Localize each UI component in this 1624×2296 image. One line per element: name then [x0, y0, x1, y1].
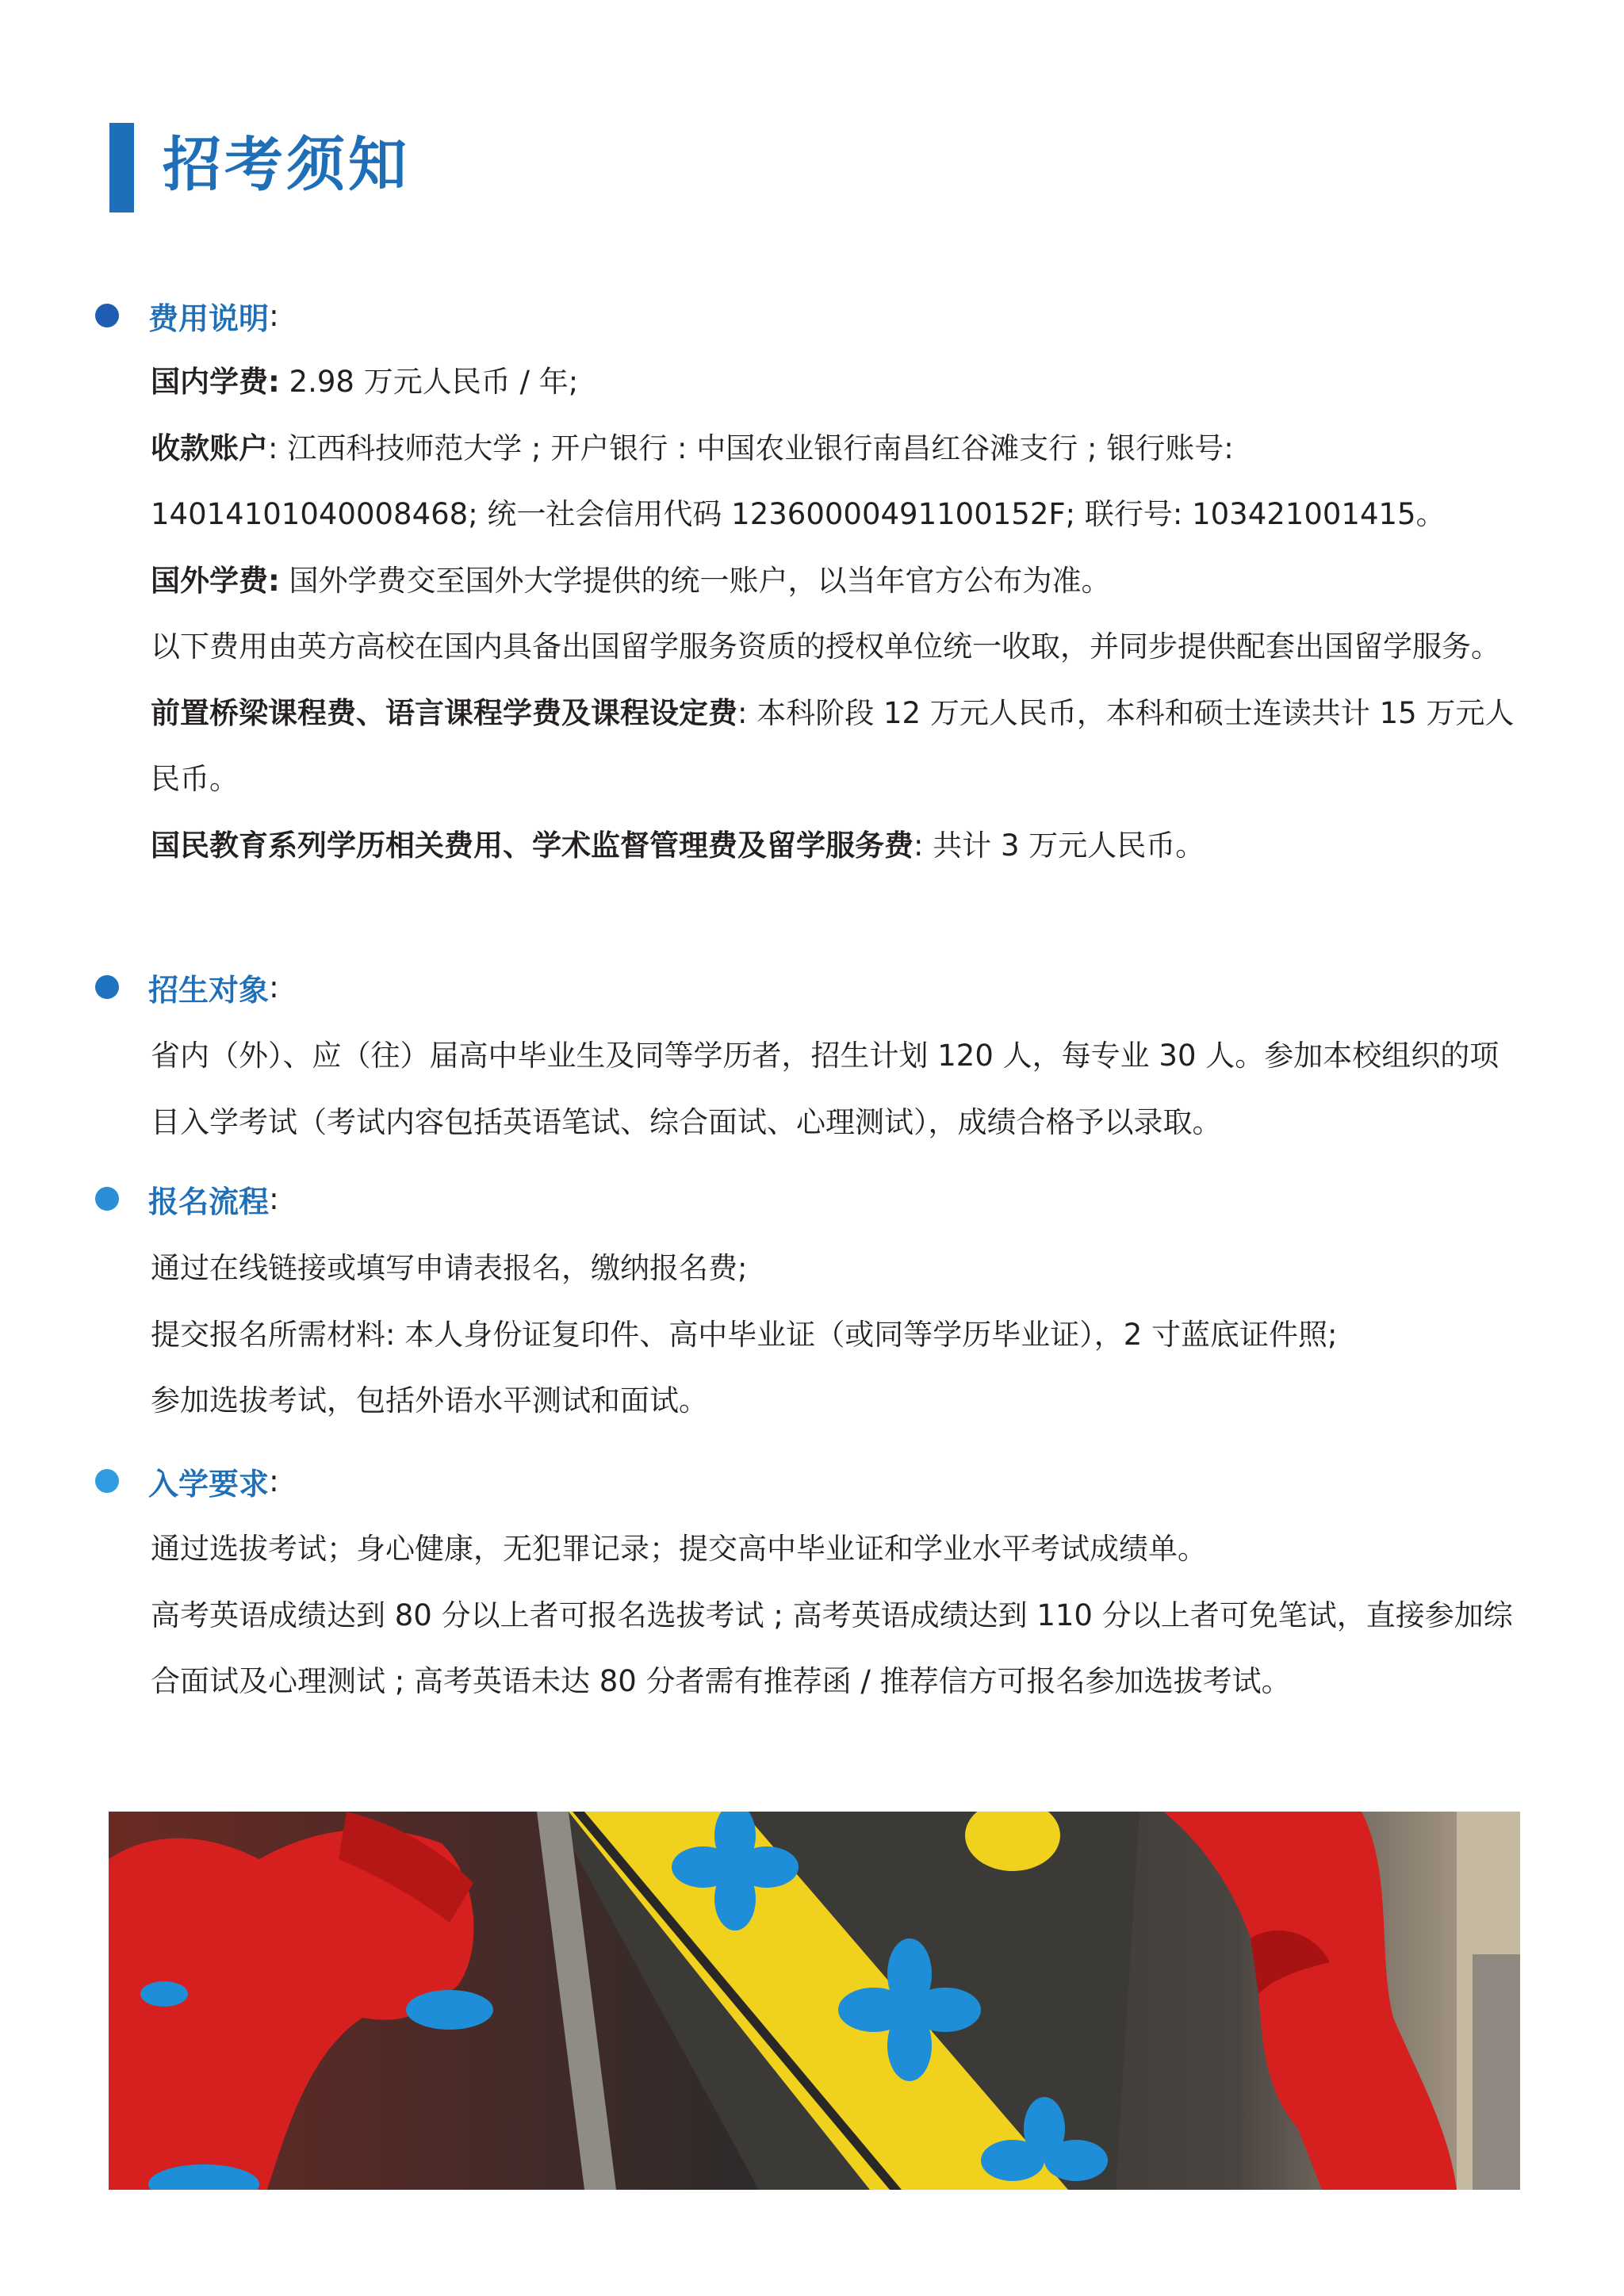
coat-of-arms-illustration: [109, 1812, 1520, 2190]
paragraph: [151, 680, 1526, 813]
title-accent-bar: [109, 123, 134, 212]
paragraph: [151, 1368, 1526, 1434]
paragraph: [151, 415, 1526, 548]
paragraph-text: 以下费用由英方高校在国内具备出国留学服务资质的授权单位统一收取，并同步提供配套出国留学服务。: [151, 629, 1500, 664]
bullet-dot-icon: [95, 1187, 119, 1211]
paragraph: [151, 813, 1526, 879]
paragraph-text: 提交报名所需材料: 本人身份证复印件、高中毕业证（或同等学历毕业证），2 寸蓝底证件照;: [151, 1317, 1338, 1352]
paragraph-label: 国内学费:: [151, 365, 280, 399]
bullet-dot-icon: [95, 1469, 119, 1493]
paragraph: [151, 1582, 1526, 1715]
section-colon: :: [269, 1464, 279, 1498]
paragraph-text: 国外学费交至国外大学提供的统一账户，以当年官方公布为准。: [279, 563, 1111, 598]
section-body-entry-requirements: [151, 1516, 1526, 1715]
paragraph-label: 国民教育系列学历相关费用、学术监督管理费及留学服务费: [151, 828, 914, 863]
section-title: 费用说明: [148, 300, 270, 336]
paragraph-label: 收款账户: [151, 430, 268, 465]
page-title: 招考须知: [163, 131, 410, 199]
section-header-registration: [95, 1175, 279, 1223]
section-body-admission-target: [151, 1023, 1526, 1155]
section-header-entry-requirements: [95, 1457, 279, 1505]
paragraph-text: 省内（外）、应（往）届高中毕业生及同等学历者，招生计划 120 人，每专业 30 人。参加本校组织的项目入学考试（考试内容包括英语笔试、综合面试、心理测试），成绩合格予以录取。: [151, 1039, 1500, 1139]
section-header-fees: [95, 292, 279, 339]
paragraph-text: 高考英语成绩达到 80 分以上者可报名选拔考试 ; 高考英语成绩达到 110 分以上者可免笔试，直接参加综合面试及心理测试 ; 高考英语未达 80 分者需有推荐函 / 推荐信方可报名参加选拔考试。: [151, 1598, 1513, 1698]
section-title: 招生对象: [148, 972, 270, 1008]
section-title: 入学要求: [148, 1466, 270, 1502]
paragraph-label: 国外学费:: [151, 563, 280, 598]
paragraph: [151, 1302, 1526, 1368]
bullet-dot-icon: [95, 975, 119, 999]
paragraph: [151, 1516, 1526, 1582]
paragraph-label: 前置桥梁课程费、语言课程学费及课程设定费: [151, 695, 737, 730]
paragraph-text: 通过选拔考试；身心健康，无犯罪记录；提交高中毕业证和学业水平考试成绩单。: [151, 1532, 1207, 1566]
section-colon: :: [269, 298, 279, 333]
section-title: 报名流程: [148, 1184, 270, 1219]
paragraph: [151, 614, 1526, 680]
coat-of-arms-photo: [109, 1812, 1520, 2190]
paragraph: [151, 1023, 1526, 1155]
paragraph-text: 2.98 万元人民币 / 年;: [279, 365, 579, 399]
paragraph: [151, 1235, 1526, 1302]
section-colon: :: [269, 970, 279, 1004]
section-body-registration: [151, 1235, 1526, 1434]
paragraph-text: : 江西科技师范大学 ; 开户银行 : 中国农业银行南昌红谷滩支行 ; 银行账号: 14014101040008468; 统一社会信用代码 12360000491100152F; 联行号: 103421001415。: [151, 430, 1446, 531]
paragraph-text: : 共计 3 万元人民币。: [914, 828, 1205, 863]
paragraph-text: : 本科阶段 12 万元人民币，本科和硕士连读共计 15 万元人民币。: [151, 695, 1515, 796]
bullet-dot-icon: [95, 304, 119, 327]
paragraph: [151, 548, 1526, 614]
section-body-fees: [151, 349, 1526, 878]
paragraph-text: 参加选拔考试，包括外语水平测试和面试。: [151, 1383, 708, 1418]
paragraph: [151, 349, 1526, 415]
section-colon: :: [269, 1181, 279, 1216]
paragraph-text: 通过在线链接或填写申请表报名，缴纳报名费;: [151, 1251, 748, 1285]
section-header-admission-target: [95, 963, 279, 1011]
